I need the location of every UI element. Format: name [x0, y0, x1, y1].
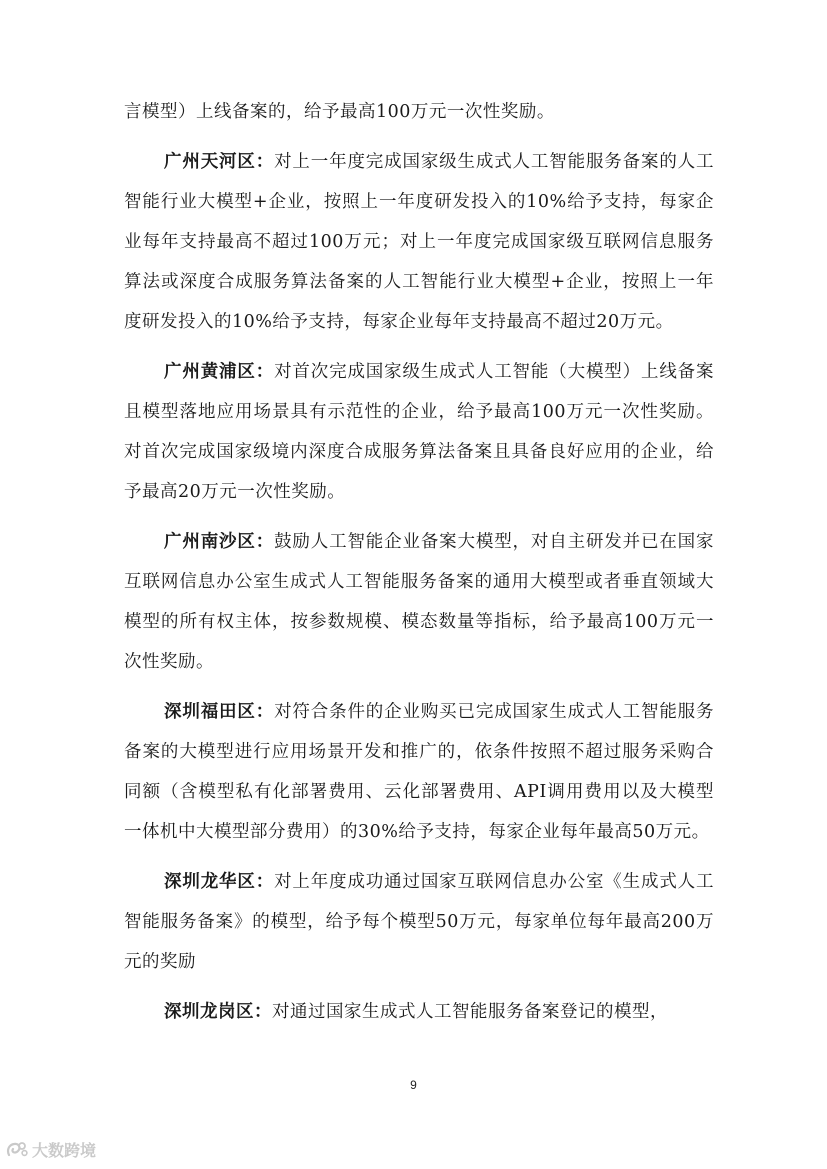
paragraph-text: 对上年度成功通过国家互联网信息办公室《生成式人工智能服务备案》的模型，给予每个模型50万元，每家单位每年最高200万元的奖励	[124, 872, 715, 972]
paragraph-text: 对上一年度完成国家级生成式人工智能服务备案的人工智能行业大模型+企业，按照上一年度研发投入的10%给予支持，每家企业每年支持最高不超过100万元；对上一年度完成国家级互联网信息服务算法或深度合成服务算法备案的人工智能行业大模型+企业，按照上一年度研发投入的10%给予支持，每家企业每年支持最高不超过20万元。	[124, 152, 715, 332]
district-label: 广州南沙区：	[164, 532, 275, 552]
page-number: 9	[410, 1078, 417, 1092]
paragraph-shenzhen-longhua	[124, 862, 714, 982]
district-label: 深圳福田区：	[164, 702, 275, 722]
paragraph-guangzhou-nansha	[124, 522, 714, 682]
paragraph-continuation	[124, 92, 714, 132]
district-label: 深圳龙岗区：	[164, 1002, 272, 1022]
district-label: 广州黄浦区：	[164, 362, 275, 382]
paragraph-text: 鼓励人工智能企业备案大模型，对自主研发并已在国家互联网信息办公室生成式人工智能服务备案的通用大模型或者垂直领域大模型的所有权主体，按参数规模、模态数量等指标，给予最高100万元一次性奖励。	[124, 532, 715, 672]
paragraph-guangzhou-huangpu	[124, 352, 714, 512]
paragraph-text: 对首次完成国家级生成式人工智能（大模型）上线备案且模型落地应用场景具有示范性的企业，给予最高100万元一次性奖励。对首次完成国家级境内深度合成服务算法备案且具备良好应用的企业，给予最高20万元一次性奖励。	[124, 362, 715, 502]
paragraph-text: 对符合条件的企业购买已完成国家生成式人工智能服务备案的大模型进行应用场景开发和推广的，依条件按照不超过服务采购合同额（含模型私有化部署费用、云化部署费用、API调用费用以及大模型一体机中大模型部分费用）的30%给予支持，每家企业每年最高50万元。	[124, 702, 715, 842]
paragraph-text: 言模型）上线备案的，给予最高100万元一次性奖励。	[124, 102, 555, 122]
district-label: 深圳龙华区：	[164, 872, 275, 892]
watermark-text: 大数跨境	[32, 1141, 97, 1160]
document-body	[124, 92, 714, 1032]
paragraph-text: 对通过国家生成式人工智能服务备案登记的模型，	[272, 1002, 668, 1022]
paragraph-shenzhen-futian	[124, 692, 714, 852]
paragraph-shenzhen-longgang	[124, 992, 714, 1032]
watermark	[6, 1138, 96, 1161]
brand-logo-icon	[6, 1141, 28, 1159]
district-label: 广州天河区：	[164, 152, 275, 172]
paragraph-guangzhou-tianhe	[124, 142, 714, 342]
